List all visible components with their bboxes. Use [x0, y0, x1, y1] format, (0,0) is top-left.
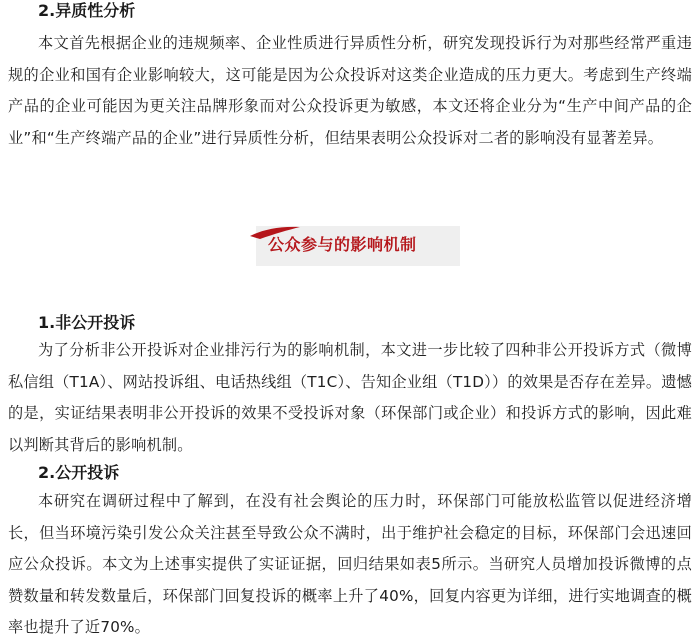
paragraph-public-complaint: 本研究在调研过程中了解到，在没有社会舆论的压力时，环保部门可能放松监管以促进经济增长，但当环境污染引发公众关注甚至导致公众不满时，出于维护社会稳定的目标，环保部门会迅速回应公众投诉。本文为上述事实提供了实证证据，回归结果如表5所示。当研究人员增加投诉微博的点赞数量和转发数量后，环保部门回复投诉的概率上升了40%，回复内容更为详细，进行实地调查的概率也提升了近70%。: [8, 492, 692, 636]
section-heading-public-complaint: 2.公开投诉: [38, 463, 120, 482]
paragraph-heterogeneity: 本文首先根据企业的违规频率、企业性质进行异质性分析，研究发现投诉行为对那些经常严重违规的企业和国有企业影响较大，这可能是因为公众投诉对这类企业造成的压力更大。考虑到生产终端产品的企业可能因为更关注品牌形象而对公众投诉更为敏感，本文还将企业分为“生产中间产品的企业”和“生产终端产品的企业”进行异质性分析，但结果表明公众投诉对二者的影响没有显著差异。: [8, 34, 692, 147]
banner-title: 公众参与的影响机制: [268, 235, 417, 254]
paragraph-private-complaint: 为了分析非公开投诉对企业排污行为的影响机制，本文进一步比较了四种非公开投诉方式（微博私信组（T1A）、网站投诉组、电话热线组（T1C）、告知企业组（T1D））的效果是否存在差异。遗憾的是，实证结果表明非公开投诉的效果不受投诉对象（环保部门或企业）和投诉方式的影响，因此难以判断其背后的影响机制。: [8, 341, 693, 454]
section-banner: [248, 224, 458, 266]
section-heading-private-complaint: 1.非公开投诉: [38, 313, 136, 332]
section-heading-heterogeneity: 2.异质性分析: [38, 1, 136, 20]
